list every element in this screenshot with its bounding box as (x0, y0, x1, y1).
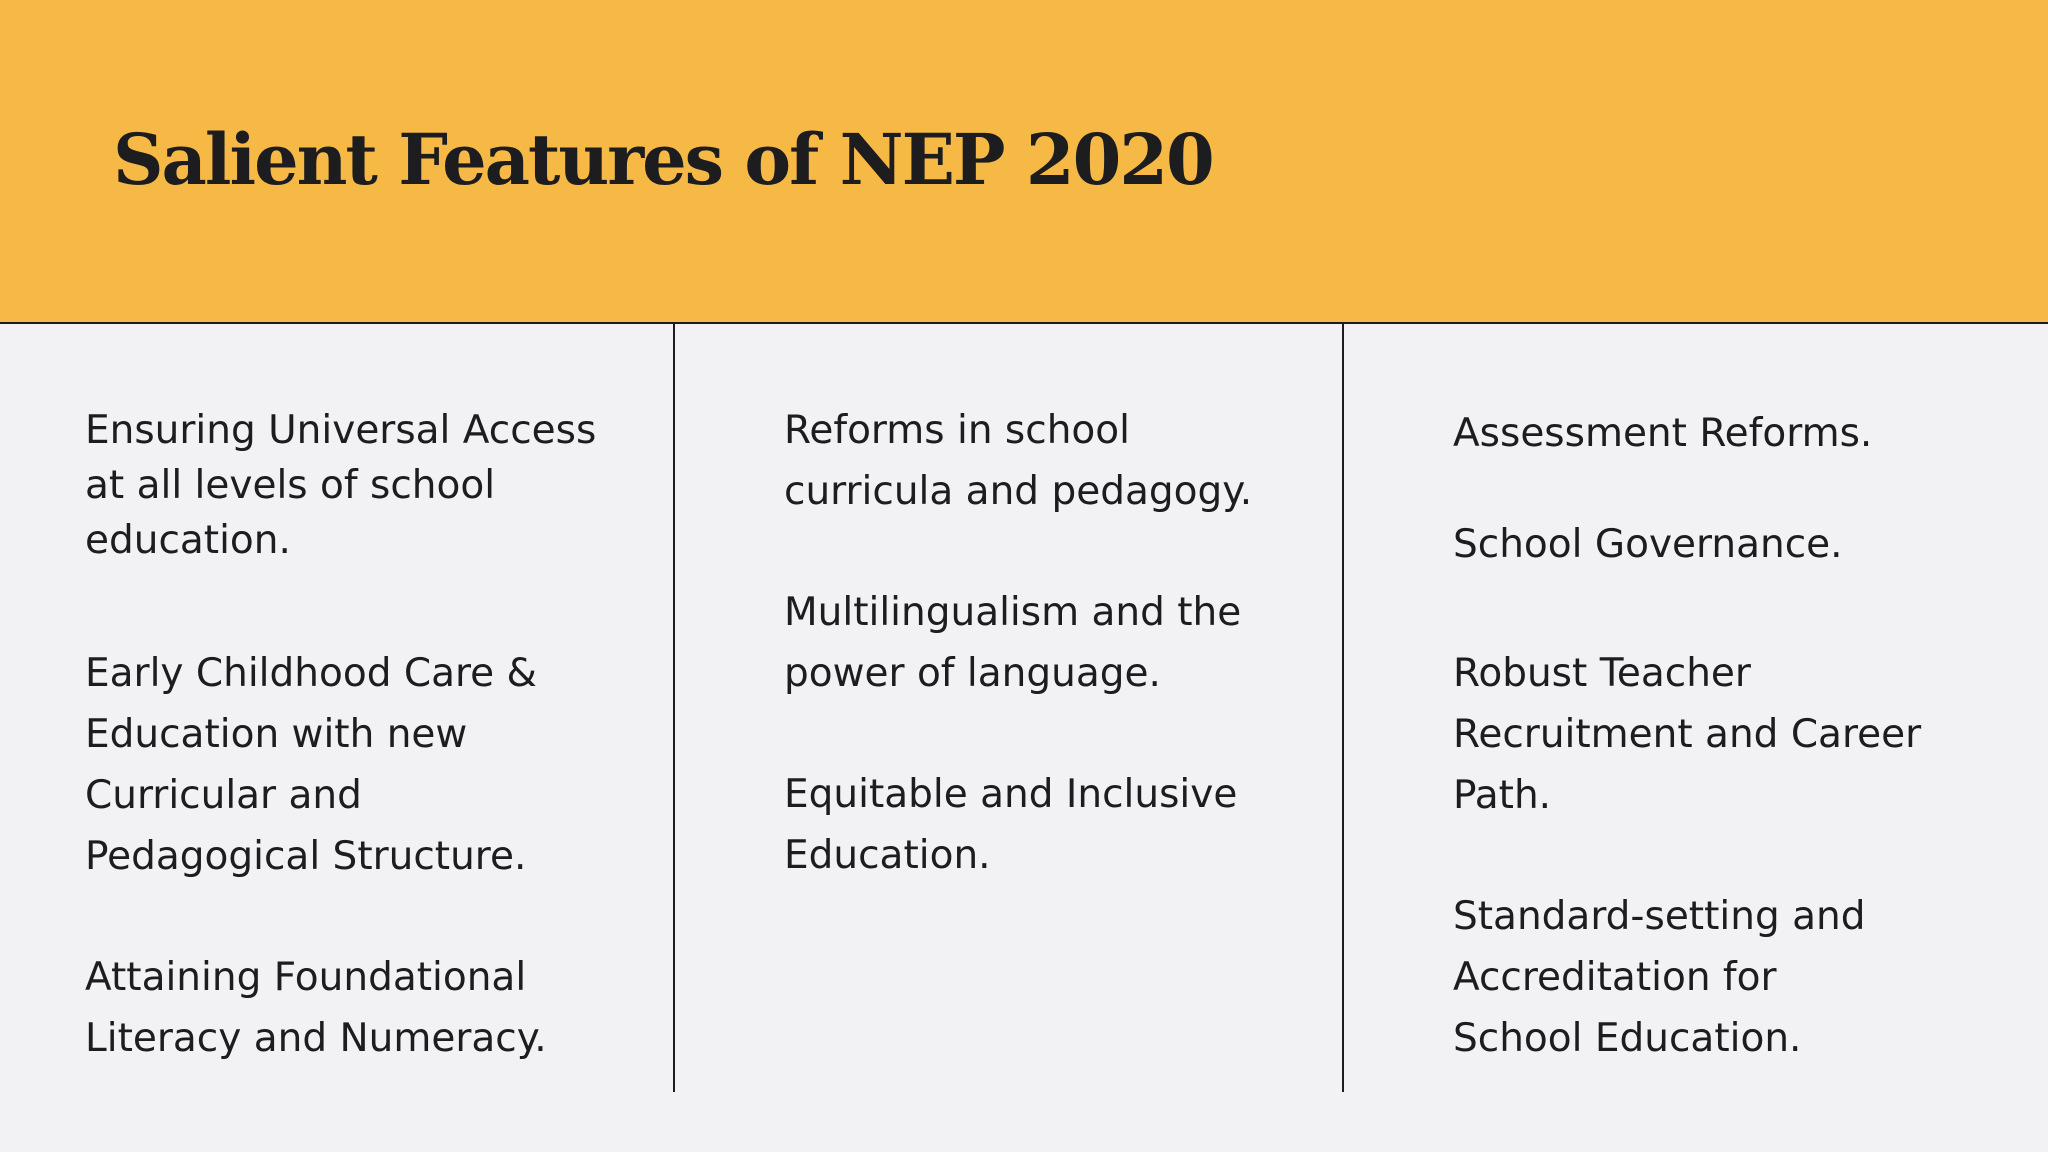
feature-line: Reforms in school (784, 408, 1130, 453)
feature-line: School Governance. (1453, 522, 1843, 567)
feature-foundational-literacy (85, 947, 547, 1069)
title-banner (0, 0, 2048, 324)
feature-line: Early Childhood Care & (85, 651, 537, 696)
feature-line: Literacy and Numeracy. (85, 1016, 547, 1061)
slide-title: Salient Features of NEP 2020 (113, 118, 1213, 201)
column-divider-right (1342, 324, 1344, 1092)
feature-universal-access (85, 403, 596, 568)
feature-equitable-education (784, 764, 1237, 886)
feature-line: Education with new (85, 712, 468, 757)
column-divider-left (673, 324, 675, 1092)
feature-assessment-reforms (1453, 403, 1872, 464)
feature-multilingualism (784, 582, 1241, 704)
feature-line: curricula and pedagogy. (784, 469, 1253, 514)
feature-line: Path. (1453, 773, 1552, 818)
feature-line: Ensuring Universal Access (85, 408, 597, 453)
feature-teacher-recruitment (1453, 643, 1921, 826)
feature-line: Equitable and Inclusive (784, 772, 1238, 817)
feature-line: Recruitment and Career (1453, 712, 1922, 757)
feature-early-childhood (85, 643, 537, 887)
feature-line: Robust Teacher (1453, 651, 1751, 696)
feature-line: education. (85, 518, 291, 563)
feature-line: power of language. (784, 651, 1161, 696)
feature-line: Attaining Foundational (85, 955, 527, 1000)
feature-line: Curricular and (85, 773, 362, 818)
feature-line: Pedagogical Structure. (85, 834, 527, 879)
feature-line: Accreditation for (1453, 955, 1777, 1000)
feature-line: at all levels of school (85, 463, 496, 508)
feature-line: Multilingualism and the (784, 590, 1242, 635)
feature-school-governance (1453, 514, 1843, 575)
feature-line: Standard-setting and (1453, 894, 1866, 939)
feature-curricula-reforms (784, 400, 1252, 522)
feature-standard-setting (1453, 886, 1865, 1069)
feature-line: School Education. (1453, 1016, 1802, 1061)
feature-line: Education. (784, 833, 991, 878)
feature-line: Assessment Reforms. (1453, 411, 1873, 456)
